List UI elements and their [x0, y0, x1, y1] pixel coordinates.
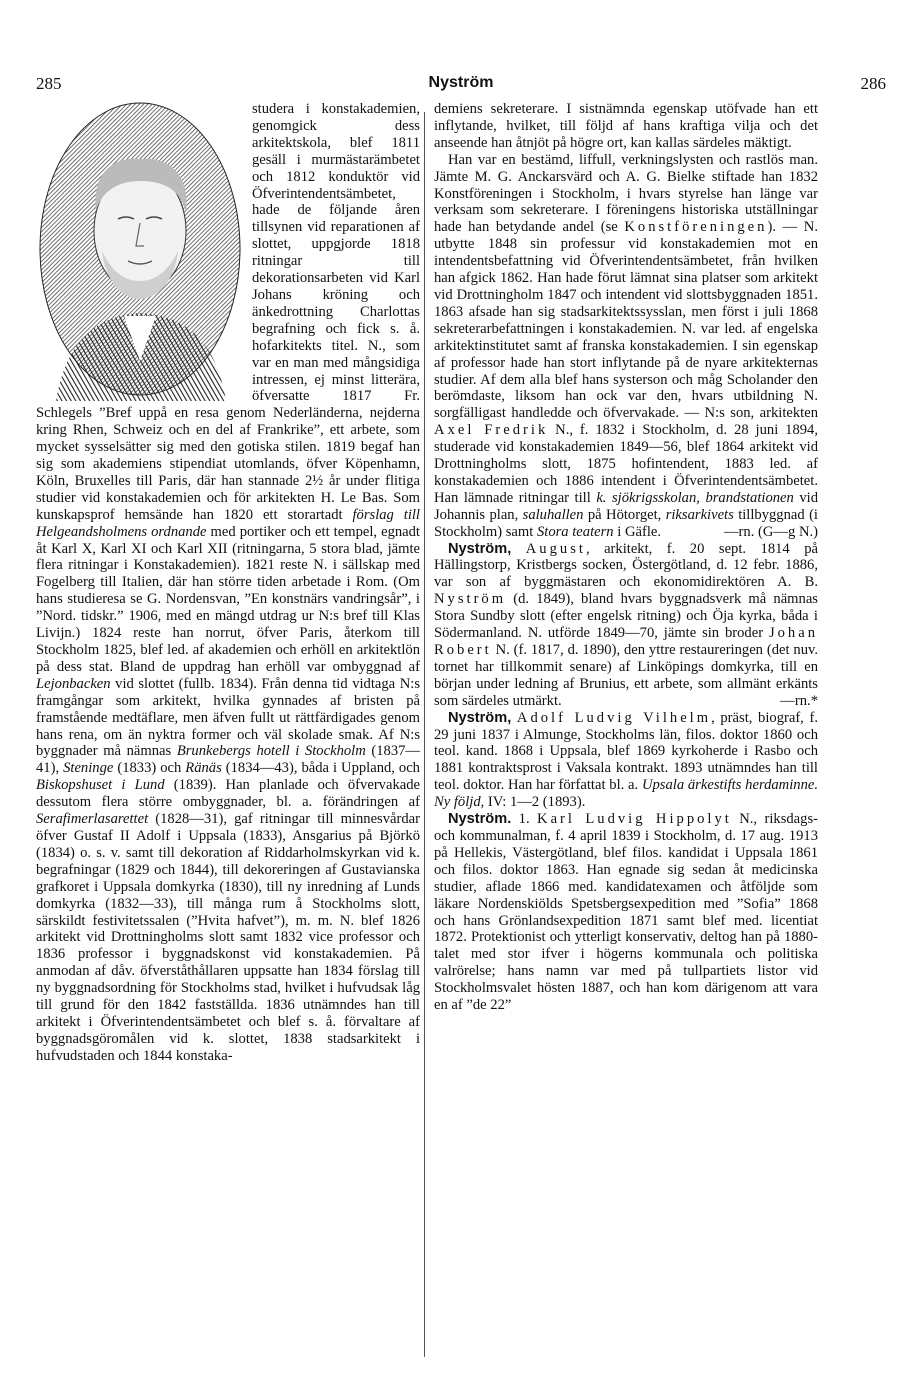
work-title: Biskopshuset i Lund: [36, 777, 165, 794]
right-text: N., f. 1832 i Stockholm, d. 28 juni 1894, studerade vid konstakademien 1849—56, blef 1864 arkitekt vid Drottningholms slott, 1875 hofintendent, 1883 led. af konstakademien och 1886 intendent i Öfverintendentsämbetet. Han lämnade ritningar till: [434, 422, 818, 506]
left-text-1: studera i konstakademien, genomgick dess arkitektskola, blef 1811 gesäll i murmästarämbetet och 1812 konduktör vid Öfverintendentsämbetet, hade de följande åren tillsynen vid reparationen af slottet, uppgjorde 1818 ritningar till dekorationsarbeten vid Karl Johans kröning och änkedrottning Charlottas begrafning och fick s. å. hofarkitekts titel. N., som var en man med mångsidiga intressen, ej minst litterära, öfversatte 1817 Fr. Schlegels ”Bref uppå en resa genom Nederländerna, nejderna kring Rhen, Schweiz och en del af Frankrike”, ett arbete, som mycket sysselsätter sig med den gotiska stilen. 1819 begaf han sig som akademiens stipendiat utomlands, öfver Köpenhamn, Köln, Bruxelles till Paris, där han stannade 2½ år under flitiga studier vid konstakademien och för arkitekten H. Le Bas. Som kunskapsprof hemsände han 1820 ett storartadt: [36, 101, 420, 523]
entry-text: (d. 1849), bland hvars byggnadsverk må nämnas Stora Sundby slott (efter engelsk ritning) och Öja kyrka, båda i Södermanland. N. utförde 1849—70, jämte sin broder: [434, 591, 818, 642]
left-text-7: (1839). Han planlade och öfvervakade dessutom flera större ombyggnader, bl. a. förändringen af: [36, 777, 420, 811]
right-column: [434, 101, 818, 1014]
left-text-8: (1828—31), gaf ritningar till minnesvårdar öfver Gustaf II Adolf i Uppsala (1833), Ansgarius på Björkö (1834) o. s. v. samt till dekoration af Riddarholmskyrkan vid k. begrafningar (1829 och 1844), till dekoreringen af Gustavianska grafkoret i Uppsala domkyrka (1830), till ny inredning af Lunds domkyrka (1832—33), till många rum å Stockholms slott, särskildt festivitetssalen (”Hvita hafvet”), m. m. N. blef 1826 arkitekt vid Drottningholms slott samt 1832 vice professor och 1836 professor i byggnadskonst vid konstakademien. På anmodan af dåv. öfverståthållaren uppsatte han 1834 förslag till ny byggnadsordning för Stockholms stad, hvilket i hufvudsak låg till grund för den 1842 fastställda. 1836 utnämndes han till arkitekt i Öfverintendentsämbetet och blef s. å. förvaltare af byggnadsgöromålen vid k. slottet, 1838 stadsarkitekt i hufvudstaden och 1844 konstaka-: [36, 811, 420, 1064]
portrait-image: [36, 101, 244, 401]
right-paragraph-1: demiens sekreterare. I sistnämnda egenskap utöfvade han ett inflytande, hvilket, till följd af hans kraftiga vilja och det anseende han åtnjöt på högre ort, kan kallas särdeles mäktigt.: [434, 101, 818, 151]
left-paragraph: [36, 101, 420, 1065]
person-name: Axel Fredrik: [434, 422, 549, 439]
person-name: Nyström: [434, 591, 507, 608]
portrait-engraving-icon: [36, 101, 244, 401]
right-text: i Gäfle.: [613, 523, 662, 540]
left-text-5: (1833) och: [113, 760, 186, 777]
entry-text: , arkitekt, f. 20 sept. 1814 på Hällingstorp, Kristbergs socken, Östergötland, d. 12 febr. 1886, var son af byggmästaren och ekonomidirektören A. B.: [434, 540, 818, 591]
entry-text: IV: 1—2 (1893).: [484, 794, 586, 811]
left-text-6: (1834—43), båda i Uppland, och: [221, 760, 420, 777]
entry-headword: Nyström,: [448, 540, 512, 557]
work-title: riksarkivets: [665, 506, 734, 523]
running-title: Nyström: [428, 74, 494, 91]
entry-adolf: [434, 710, 818, 811]
right-text: på Hötorget,: [583, 506, 666, 523]
work-title: Upsala ärkestifts herdaminne. Ny följd,: [434, 777, 818, 811]
page-number-left: 285: [36, 74, 62, 93]
person-name: Johan Robert: [434, 625, 818, 658]
right-text: vid Johannis plan,: [434, 489, 818, 523]
entry-august: [434, 541, 818, 710]
entry-number: 1.: [511, 811, 538, 828]
page-header: [36, 74, 886, 96]
entry-text: N., riksdags- och kommunalman, f. 4 april 1839 i Stockholm, d. 17 aug. 1913 på Hellekis, Västergötland, blef filos. kandidat i Uppsala 1861 och filos. doktor 1863. Han egnade sig sedan åt medicinska studier, aflade 1866 med. kandidatexamen och åtföljde som läkare Nordenskiölds Spetsbergsexpedition med ”Sofia” 1868 och hans Grönlandsexpedition 1871 samt blef med. licentiat 1872. Protektionist och ytterligt konservativ, deltog han på 1880-talet med stor ifver i högerns kommunala och politiska valrörelse; hans namn var med på tullpartiets listor vid Stockholmsvalet hösten 1887, och han kom därigenom att vara en af ”de 22”: [434, 811, 818, 1014]
work-title: Steninge: [63, 760, 114, 777]
work-title: Serafimerlasarettet: [36, 811, 149, 828]
work-title: saluhallen: [522, 506, 584, 523]
work-title: Ränäs: [185, 760, 222, 777]
person-name: Adolf Ludvig Vilhelm: [516, 709, 712, 726]
entry-text: , präst, biograf, f. 29 juni 1837 i Almunge, Stockholms län, filos. doktor 1860 och teol. kand. 1868 i Uppsala, blef 1869 kyrkoherde i Rasbo och 1881 kontraktsprost i Vaksala kontrakt. 1893 utnämndes han till teol. doktor. Han har författat bl. a.: [434, 709, 818, 794]
right-paragraph-2: [434, 152, 818, 541]
right-text: ). — N. utbytte 1848 sin professur vid konstakademien mot en intendentsbefattning vid Öfverintendentsämbetet, från hvilken han afgick 1862. Han hade förut lämnat sina platser som arkitekt vid Drottningholm 1847 och intendent vid slottsbyggnaden 1851. 1863 afsade han sig stadsarkitektssysslan, men först i juli 1868 sekreterarbefattningen i konstakademien. N. var led. af engelska arkitektinstitutet samt af franska konstakademien. I sin egenskap af professor hade han stort inflytande på de nyare arkitekternas studier. Af dem alla blef hans systerson och måg Scholander den berömdaste, liksom han ock var den, hvars utbildning N. sorgfälligast handledde och öfvervakade. — N:s son, arkitekten: [434, 219, 818, 422]
right-text: Han var en bestämd, liffull, verkningslysten och rastlös man. Jämte M. G. Anckarsvärd och A. G. Bielke stiftade han 1832 Konstföreningen i Stockholm, i hvars styrelse han länge var verksam som sekreterare. I föreningens historiska utställningar hade han betydande andel (se: [434, 151, 818, 236]
work-title: Brunkebergs hotell i Stockholm: [176, 743, 366, 760]
author-signature: —rn. (G—g N.): [723, 523, 818, 540]
left-text-2: med portiker och ett tempel, egnadt åt Karl X, Karl XI och Karl XII (ritningarna, 5 stora blad, jämte flera ritningar i Konstakademien). 1821 reste N. i sällskap med Fogelberg till Italien, där han större tiden arbetade i Rom. (Om hans studieresa se G. Nordensvan, ”En konstnärs vandringsår”, i ”Nord. tidskr.” 1906, med en mängd utdrag ur N:s bref till Klas Livijn.) 1824 reste han norrut, öfver Paris, återkom till Stockholm 1825, blef led. af akademien och erhöll en arkitektlön på dess stat. Bland de uppdrag han erhöll var ombyggnad af: [36, 523, 420, 675]
entry-text: N. (f. 1817, d. 1890), den yttre restaureringen (det nuv. tornet har tillkommit senare) af Linköpings domkyrka, till en början under ledning af Brunius, ett arbete, som allmänt erkänts som särdeles utmärkt.: [434, 642, 818, 709]
cross-reference: Konstföreningen: [624, 219, 768, 236]
work-title: Stora teatern: [536, 523, 614, 540]
column-divider: [424, 112, 425, 1357]
right-text: tillbyggnad (i Stockholm) samt: [434, 506, 818, 540]
work-title: k. sjökrigsskolan, brandstationen: [596, 489, 794, 506]
work-title: Lejonbacken: [36, 675, 111, 692]
left-text-4: (1837—41),: [36, 743, 421, 777]
entry-headword: Nyström,: [448, 709, 512, 726]
author-signature: —rn.*: [780, 692, 818, 709]
left-column: [36, 101, 420, 1065]
entry-karl: [434, 811, 818, 1014]
page-number-right: 286: [860, 74, 886, 93]
left-text-3: vid slottet (fullb. 1834). Från denna tid vidtaga N:s framgångar som arkitekt, hvilka gynnades af bristen på framstående medtäflare, men äfven fullt ut rättfärdigades genom hans rena, om än nyktra former och väl skolade smak. Af N:s byggnader må nämnas: [36, 675, 420, 760]
person-name: Karl Ludvig Hippolyt: [537, 811, 732, 828]
work-title: förslag till Helgeandsholmens ordnande: [36, 506, 420, 540]
person-name: August: [525, 540, 586, 557]
entry-headword: Nyström.: [448, 811, 512, 828]
